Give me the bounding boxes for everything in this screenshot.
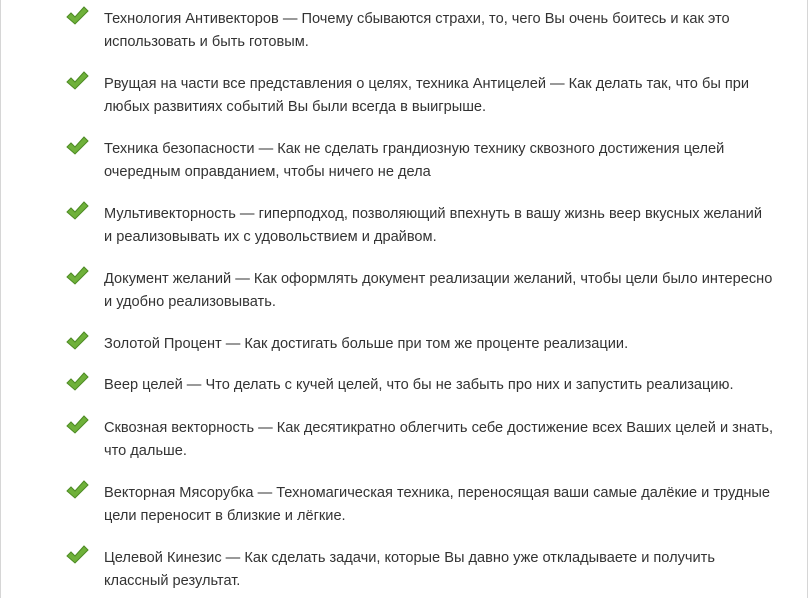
list-item-text: Рвущая на части все представления о целях, техника Антицелей — Как делать так, что бы при любых развитиях событий Вы были всегда в выигрыше. [104,76,750,115]
checkmark-icon [65,6,89,26]
checkmark-icon [65,372,89,392]
list-item-text: Целевой Кинезис — Как сделать задачи, которые Вы давно уже откладываете и получить классный результат. [104,550,715,589]
checkmark-icon [65,480,89,500]
checkmark-icon [65,71,89,91]
checkmark-icon [65,331,89,351]
list-item-text: Документ желаний — Как оформлять документ реализации желаний, чтобы цели было интересно и удобно реализовывать. [104,271,773,310]
list-item-text: Мультивекторность — гиперподход, позволяющий впехнуть в вашу жизнь веер вкусных желаний и реализовывать их с удовольствием и драйвом. [104,206,762,245]
checkmark-icon [65,545,89,565]
list-item-text: Техника безопасности — Как не сделать грандиозную технику сквозного достижения целей очередным оправданием, чтобы ничего не дела [104,141,725,180]
list-item-text: Золотой Процент — Как достигать больше при том же проценте реализации. [104,336,629,352]
list-item-text: Сквозная векторность — Как десятикратно облегчить себе достижение всех Ваших целей и знать, что дальше. [104,420,774,459]
checkmark-icon [65,136,89,156]
checkmark-icon [65,201,89,221]
list-item-text: Векторная Мясорубка — Техномагическая техника, переносящая ваши самые далёкие и трудные цели переносит в близкие и лёгкие. [104,485,770,524]
list-item-text: Веер целей — Что делать с кучей целей, что бы не забыть про них и запустить реализацию. [104,377,734,393]
list-item-text: Технология Антивекторов — Почему сбываются страхи, то, чего Вы очень боитесь и как это использовать и быть готовым. [104,11,730,50]
checkmark-icon [65,415,89,435]
checkmark-icon [65,266,89,286]
